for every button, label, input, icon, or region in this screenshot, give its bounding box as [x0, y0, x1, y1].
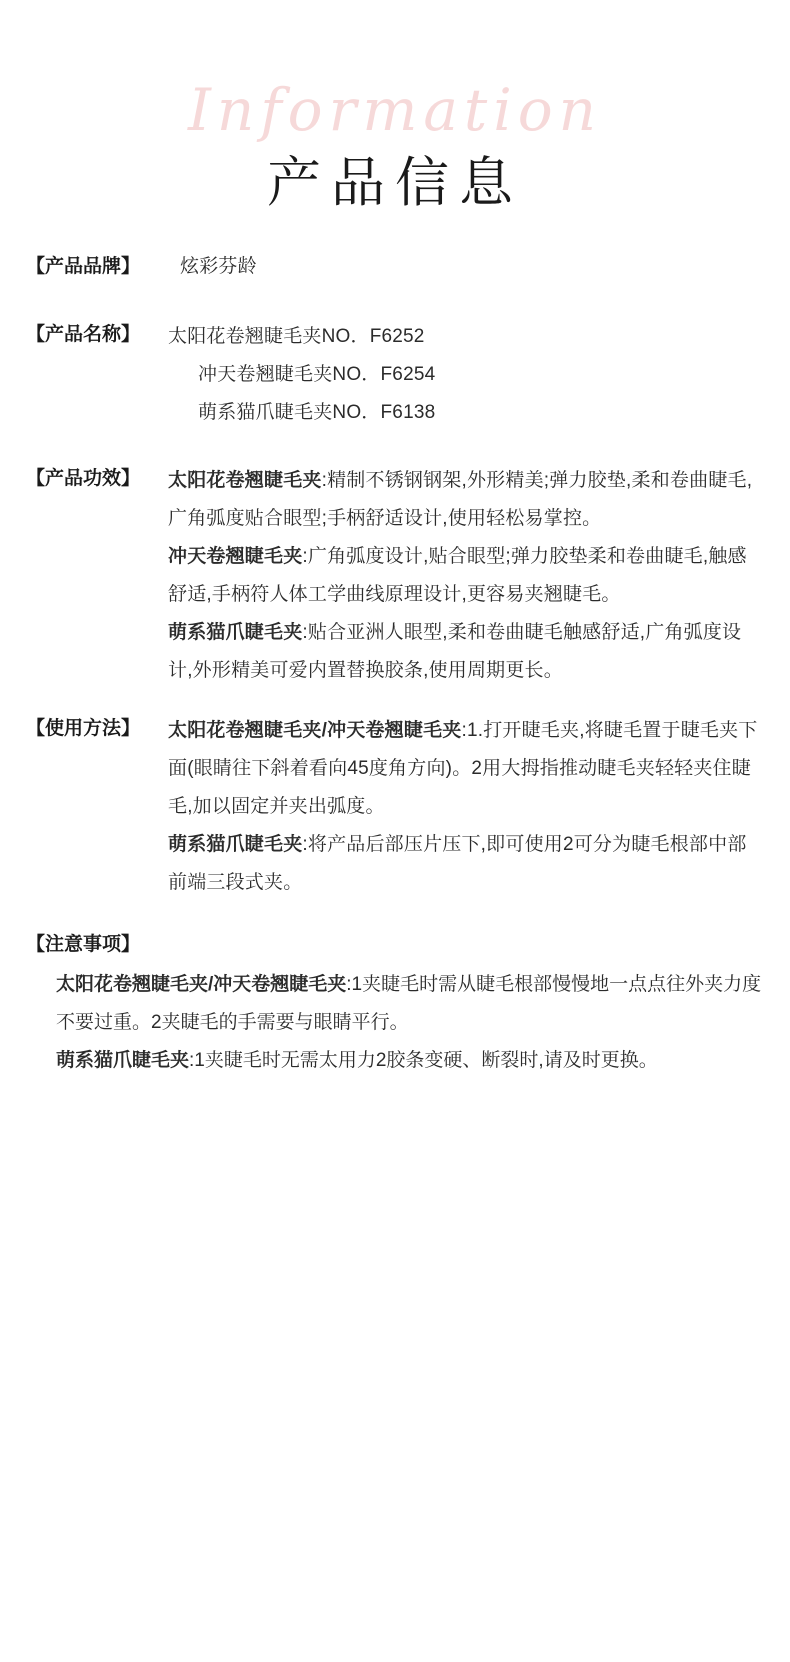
page-title: 产品信息	[267, 151, 523, 214]
usage-item	[168, 826, 764, 902]
notice-item-lead: 萌系猫爪睫毛夹	[56, 1050, 190, 1071]
product-name-line: 太阳花卷翘睫毛夹NO．F6252	[168, 326, 425, 347]
section-usage	[26, 712, 764, 902]
decorative-script-word: Information	[187, 76, 603, 144]
usage-item-text: :将产品后部压片压下,即可使用2可分为睫毛根部中部前端三段式夹。	[168, 834, 747, 893]
notice-item	[56, 1042, 764, 1080]
page-header	[0, 0, 790, 250]
section-name-value	[168, 318, 764, 432]
section-brand-label: 【产品品牌】	[26, 256, 141, 277]
section-brand	[26, 250, 764, 284]
notice-item-text: :1夹睫毛时需从睫毛根部慢慢地一点点往外夹力度不要过重。2夹睫毛的手需要与眼睛平行。	[56, 974, 762, 1033]
effect-item	[168, 614, 764, 690]
section-usage-value	[168, 712, 764, 902]
effect-item-lead: 萌系猫爪睫毛夹	[168, 622, 303, 643]
usage-item-lead: 萌系猫爪睫毛夹	[168, 834, 303, 855]
effect-item-lead: 冲天卷翘睫毛夹	[168, 546, 303, 567]
notice-item-text: :1夹睫毛时无需太用力2胶条变硬、断裂时,请及时更换。	[189, 1050, 658, 1071]
product-name-line: 萌系猫爪睫毛夹NO．F6138	[198, 402, 436, 423]
page-content	[0, 250, 790, 1120]
notice-item-lead: 太阳花卷翘睫毛夹/冲天卷翘睫毛夹	[56, 974, 347, 995]
product-name-line: 冲天卷翘睫毛夹NO．F6254	[198, 364, 436, 385]
notice-item	[56, 966, 764, 1042]
section-brand-value: 炫彩芬龄	[180, 256, 257, 277]
section-notice	[26, 928, 764, 1080]
usage-item-lead: 太阳花卷翘睫毛夹/冲天卷翘睫毛夹	[168, 720, 462, 741]
effect-item-lead: 太阳花卷翘睫毛夹	[168, 470, 322, 491]
usage-item-text: :1.打开睫毛夹,将睫毛置于睫毛夹下面(眼睛往下斜着看向45度角方向)。2用大拇指推动睫毛夹轻轻夹住睫毛,加以固定并夹出弧度。	[168, 720, 758, 817]
section-notice-label: 【注意事项】	[26, 934, 141, 955]
effect-item-text: :贴合亚洲人眼型,柔和卷曲睫毛触感舒适,广角弧度设计,外形精美可爱内置替换胶条,使用周期更长。	[168, 622, 742, 681]
section-effect-value	[168, 462, 764, 690]
effect-item-text: :精制不锈钢钢架,外形精美;弹力胶垫,柔和卷曲睫毛,广角弧度贴合眼型;手柄舒适设计,使用轻松易掌控。	[168, 470, 753, 529]
effect-item	[168, 462, 764, 538]
usage-item	[168, 712, 764, 826]
section-usage-label: 【使用方法】	[26, 718, 141, 739]
section-notice-value	[26, 966, 764, 1080]
section-effect	[26, 462, 764, 690]
section-effect-label: 【产品功效】	[26, 468, 141, 489]
section-name-label: 【产品名称】	[26, 324, 141, 345]
effect-item-text: :广角弧度设计,贴合眼型;弹力胶垫柔和卷曲睫毛,触感舒适,手柄符人体工学曲线原理设计,更容易夹翘睫毛。	[168, 546, 747, 605]
section-name	[26, 318, 764, 432]
effect-item	[168, 538, 764, 614]
